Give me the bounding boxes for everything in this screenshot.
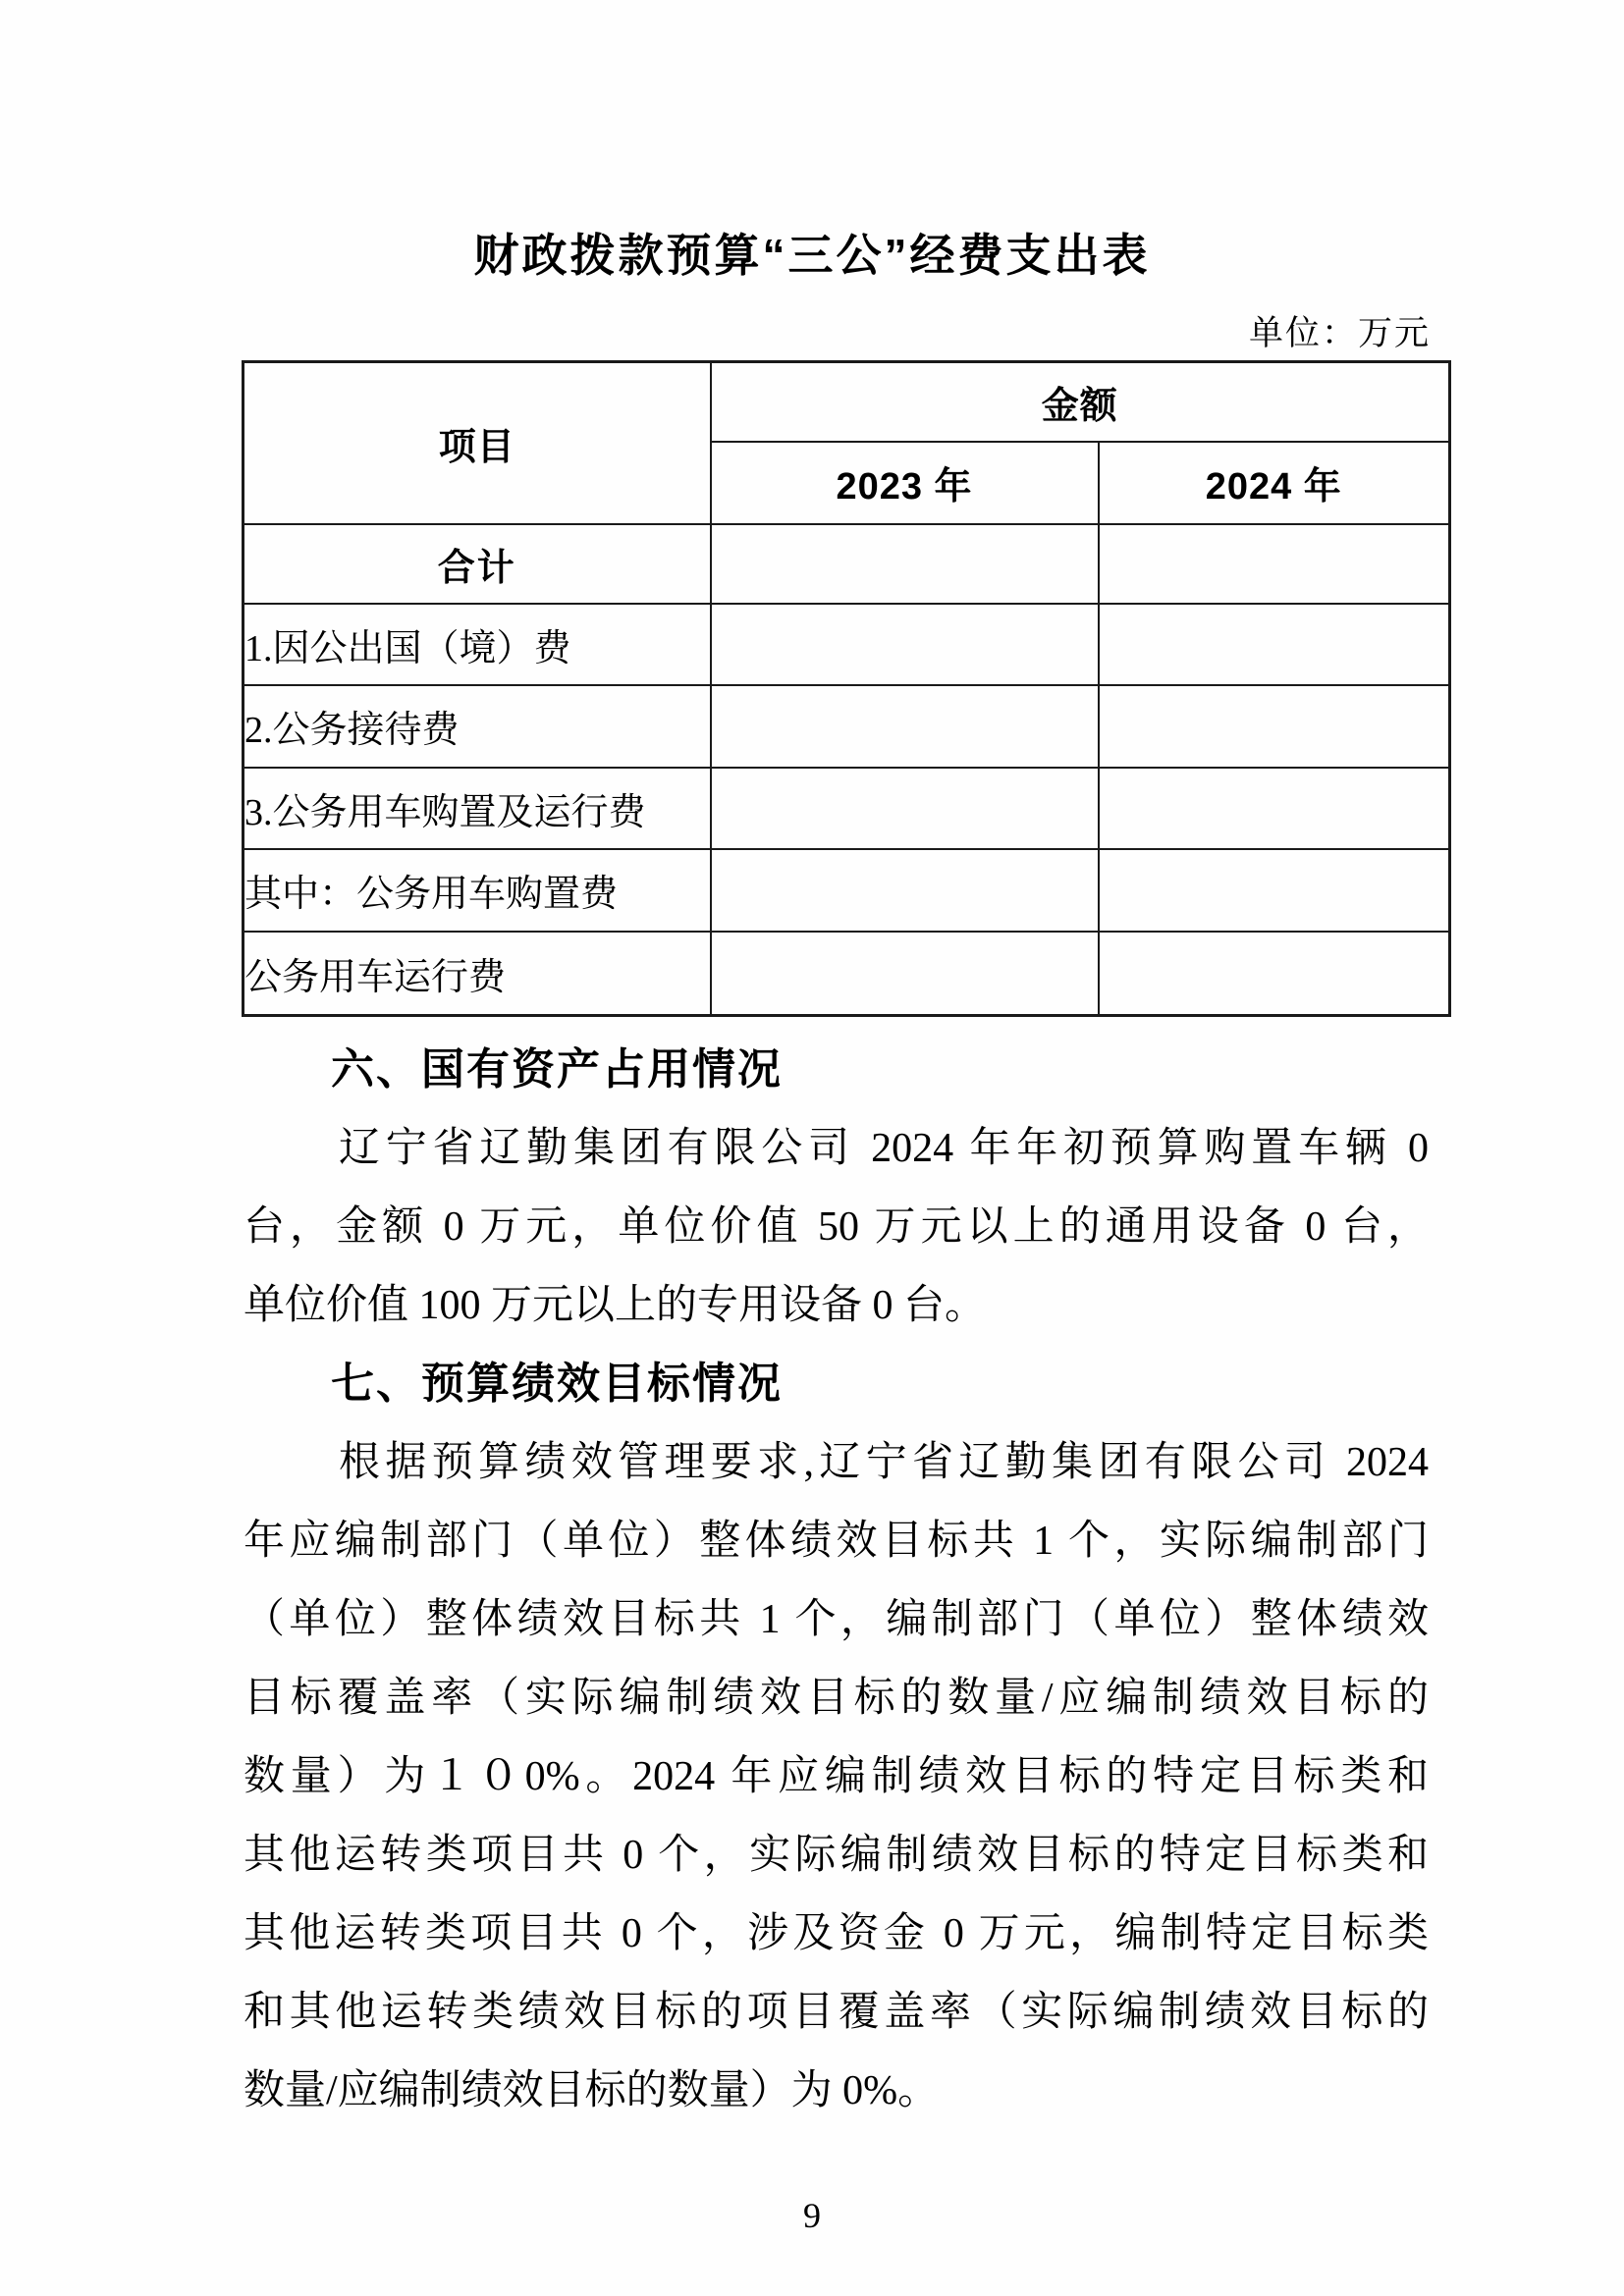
paragraph-line: （单位）整体绩效目标共 1 个，编制部门（单位）整体绩效 bbox=[244, 1597, 1429, 1642]
paragraph-line: 数量/应编制绩效目标的数量）为 0%。 bbox=[244, 2068, 940, 2113]
page-title: 财政拨款预算“三公”经费支出表 bbox=[473, 230, 1151, 281]
paragraph-line: 其他运转类项目共 0 个，实际编制绩效目标的特定目标类和 bbox=[244, 1833, 1429, 1878]
paragraph-line: 和其他运转类绩效目标的项目覆盖率（实际编制绩效目标的 bbox=[244, 1990, 1429, 2035]
header-cell-year-2023: 2023 年 bbox=[711, 442, 1099, 524]
section-heading-performance-targets: 七、预算绩效目标情况 bbox=[331, 1360, 783, 1408]
cell-reception-2024 bbox=[1099, 685, 1450, 768]
paragraph-line: 目标覆盖率（实际编制绩效目标的数量/应编制绩效目标的 bbox=[244, 1676, 1429, 1721]
table-header-row-amount bbox=[244, 362, 1450, 442]
row-label-total: 合计 bbox=[244, 524, 711, 604]
row-label-vehicle-purchase: 其中：公务用车购置费 bbox=[244, 849, 711, 932]
row-label-vehicle-operation: 公务用车运行费 bbox=[244, 932, 711, 1016]
cell-vehicle-total-2024 bbox=[1099, 768, 1450, 849]
table-row-reception bbox=[244, 685, 1450, 768]
three-public-expense-table bbox=[242, 360, 1451, 1017]
paragraph-line: 根据预算绩效管理要求,辽宁省辽勤集团有限公司 2024 bbox=[339, 1440, 1429, 1485]
cell-abroad-2024 bbox=[1099, 604, 1450, 685]
table-row-vehicle-total bbox=[244, 768, 1450, 849]
table-row-vehicle-operation bbox=[244, 932, 1450, 1016]
table-row-abroad bbox=[244, 604, 1450, 685]
unit-label: 单位：万元 bbox=[1248, 314, 1431, 352]
cell-total-2024 bbox=[1099, 524, 1450, 604]
paragraph-line: 辽宁省辽勤集团有限公司 2024 年年初预算购置车辆 0 bbox=[339, 1126, 1429, 1171]
cell-reception-2023 bbox=[711, 685, 1099, 768]
header-cell-item: 项目 bbox=[244, 362, 711, 524]
cell-abroad-2023 bbox=[711, 604, 1099, 685]
section-heading-state-assets: 六、国有资产占用情况 bbox=[331, 1045, 783, 1094]
header-cell-year-2024: 2024 年 bbox=[1099, 442, 1450, 524]
paragraph-line: 其他运转类项目共 0 个，涉及资金 0 万元，编制特定目标类 bbox=[244, 1911, 1429, 1956]
paragraph-line: 台，金额 0 万元，单位价值 50 万元以上的通用设备 0 台， bbox=[244, 1204, 1429, 1250]
cell-vehicle-purchase-2023 bbox=[711, 849, 1099, 932]
cell-total-2023 bbox=[711, 524, 1099, 604]
row-label-vehicle-total: 3.公务用车购置及运行费 bbox=[244, 768, 711, 849]
page-number: 9 bbox=[803, 2196, 821, 2235]
paragraph-line: 数量）为１０0%。2024 年应编制绩效目标的特定目标类和 bbox=[244, 1754, 1429, 1799]
paragraph-line: 单位价值 100 万元以上的专用设备 0 台。 bbox=[244, 1283, 987, 1328]
table-row-vehicle-purchase bbox=[244, 849, 1450, 932]
cell-vehicle-purchase-2024 bbox=[1099, 849, 1450, 932]
cell-vehicle-total-2023 bbox=[711, 768, 1099, 849]
table-row-total bbox=[244, 524, 1450, 604]
paragraph-line: 年应编制部门（单位）整体绩效目标共 1 个，实际编制部门 bbox=[244, 1519, 1429, 1564]
row-label-reception: 2.公务接待费 bbox=[244, 685, 711, 768]
header-cell-amount: 金额 bbox=[711, 362, 1450, 442]
body-text bbox=[244, 1031, 1429, 2130]
cell-vehicle-operation-2023 bbox=[711, 932, 1099, 1016]
row-label-abroad: 1.因公出国（境）费 bbox=[244, 604, 711, 685]
cell-vehicle-operation-2024 bbox=[1099, 932, 1450, 1016]
